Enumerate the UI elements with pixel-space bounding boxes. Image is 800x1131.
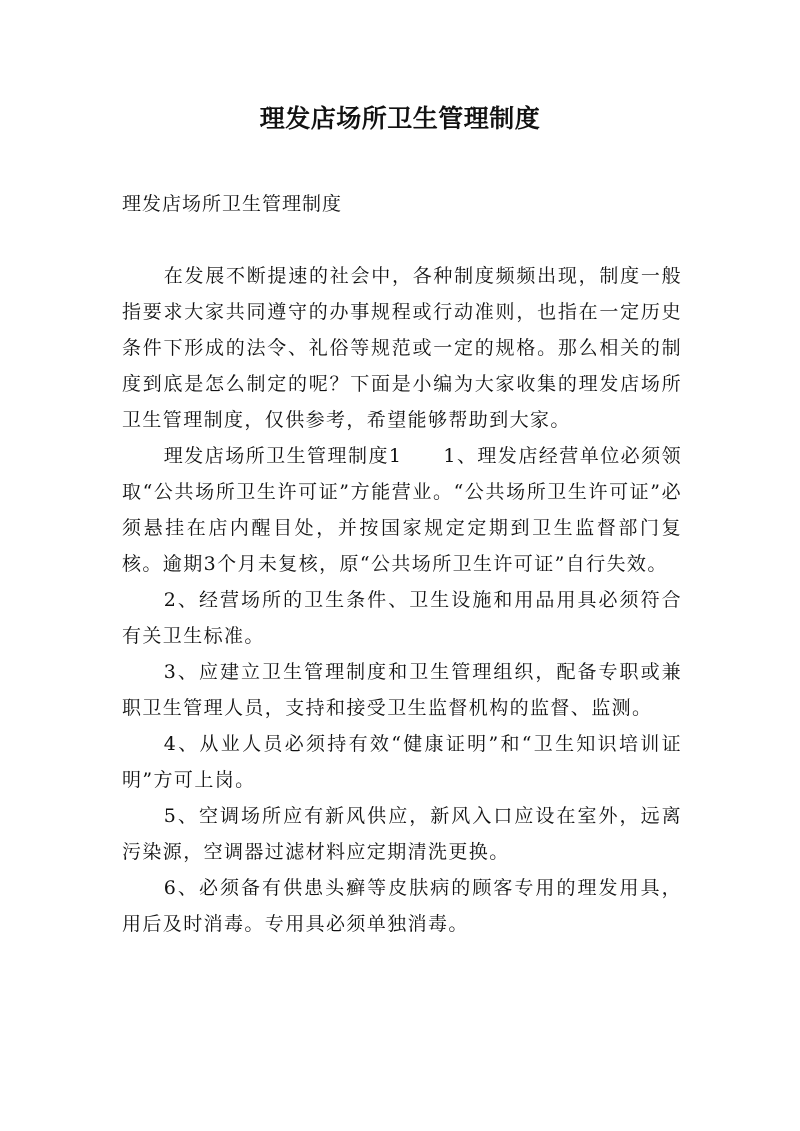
paragraph-item-5: 5、空调场所应有新风供应，新风入口应设在室外，远离污染源，空调器过滤材料应定期清洗更换。 bbox=[122, 805, 682, 863]
document-title: 理发店场所卫生管理制度 bbox=[259, 104, 541, 133]
paragraph-item-3: 3、应建立卫生管理制度和卫生管理组织，配备专职或兼职卫生管理人员，支持和接受卫生监督机构的监督、监测。 bbox=[122, 661, 682, 719]
paragraph-item-2: 2、经营场所的卫生条件、卫生设施和用品用具必须符合有关卫生标准。 bbox=[122, 589, 682, 647]
document-body bbox=[122, 258, 682, 942]
document-subtitle: 理发店场所卫生管理制度 bbox=[122, 193, 343, 215]
paragraph-item-1: 理发店场所卫生管理制度1 1、理发店经营单位必须领取“公共场所卫生许可证”方能营业。“公共场所卫生许可证”必须悬挂在店内醒目处，并按国家规定定期到卫生监督部门复核。逾期3个月未复核，原“公共场所卫生许可证”自行失效。 bbox=[122, 445, 682, 575]
paragraph-item-6: 6、必须备有供患头癣等皮肤病的顾客专用的理发用具，用后及时消毒。专用具必须单独消毒。 bbox=[122, 877, 682, 935]
paragraph-intro: 在发展不断提速的社会中，各种制度频频出现，制度一般指要求大家共同遵守的办事规程或行动准则，也指在一定历史条件下形成的法令、礼俗等规范或一定的规格。那么相关的制度到底是怎么制定的呢？下面是小编为大家收集的理发店场所卫生管理制度，仅供参考，希望能够帮助到大家。 bbox=[122, 265, 682, 431]
paragraph-item-4: 4、从业人员必须持有效“健康证明”和“卫生知识培训证明”方可上岗。 bbox=[122, 733, 682, 791]
